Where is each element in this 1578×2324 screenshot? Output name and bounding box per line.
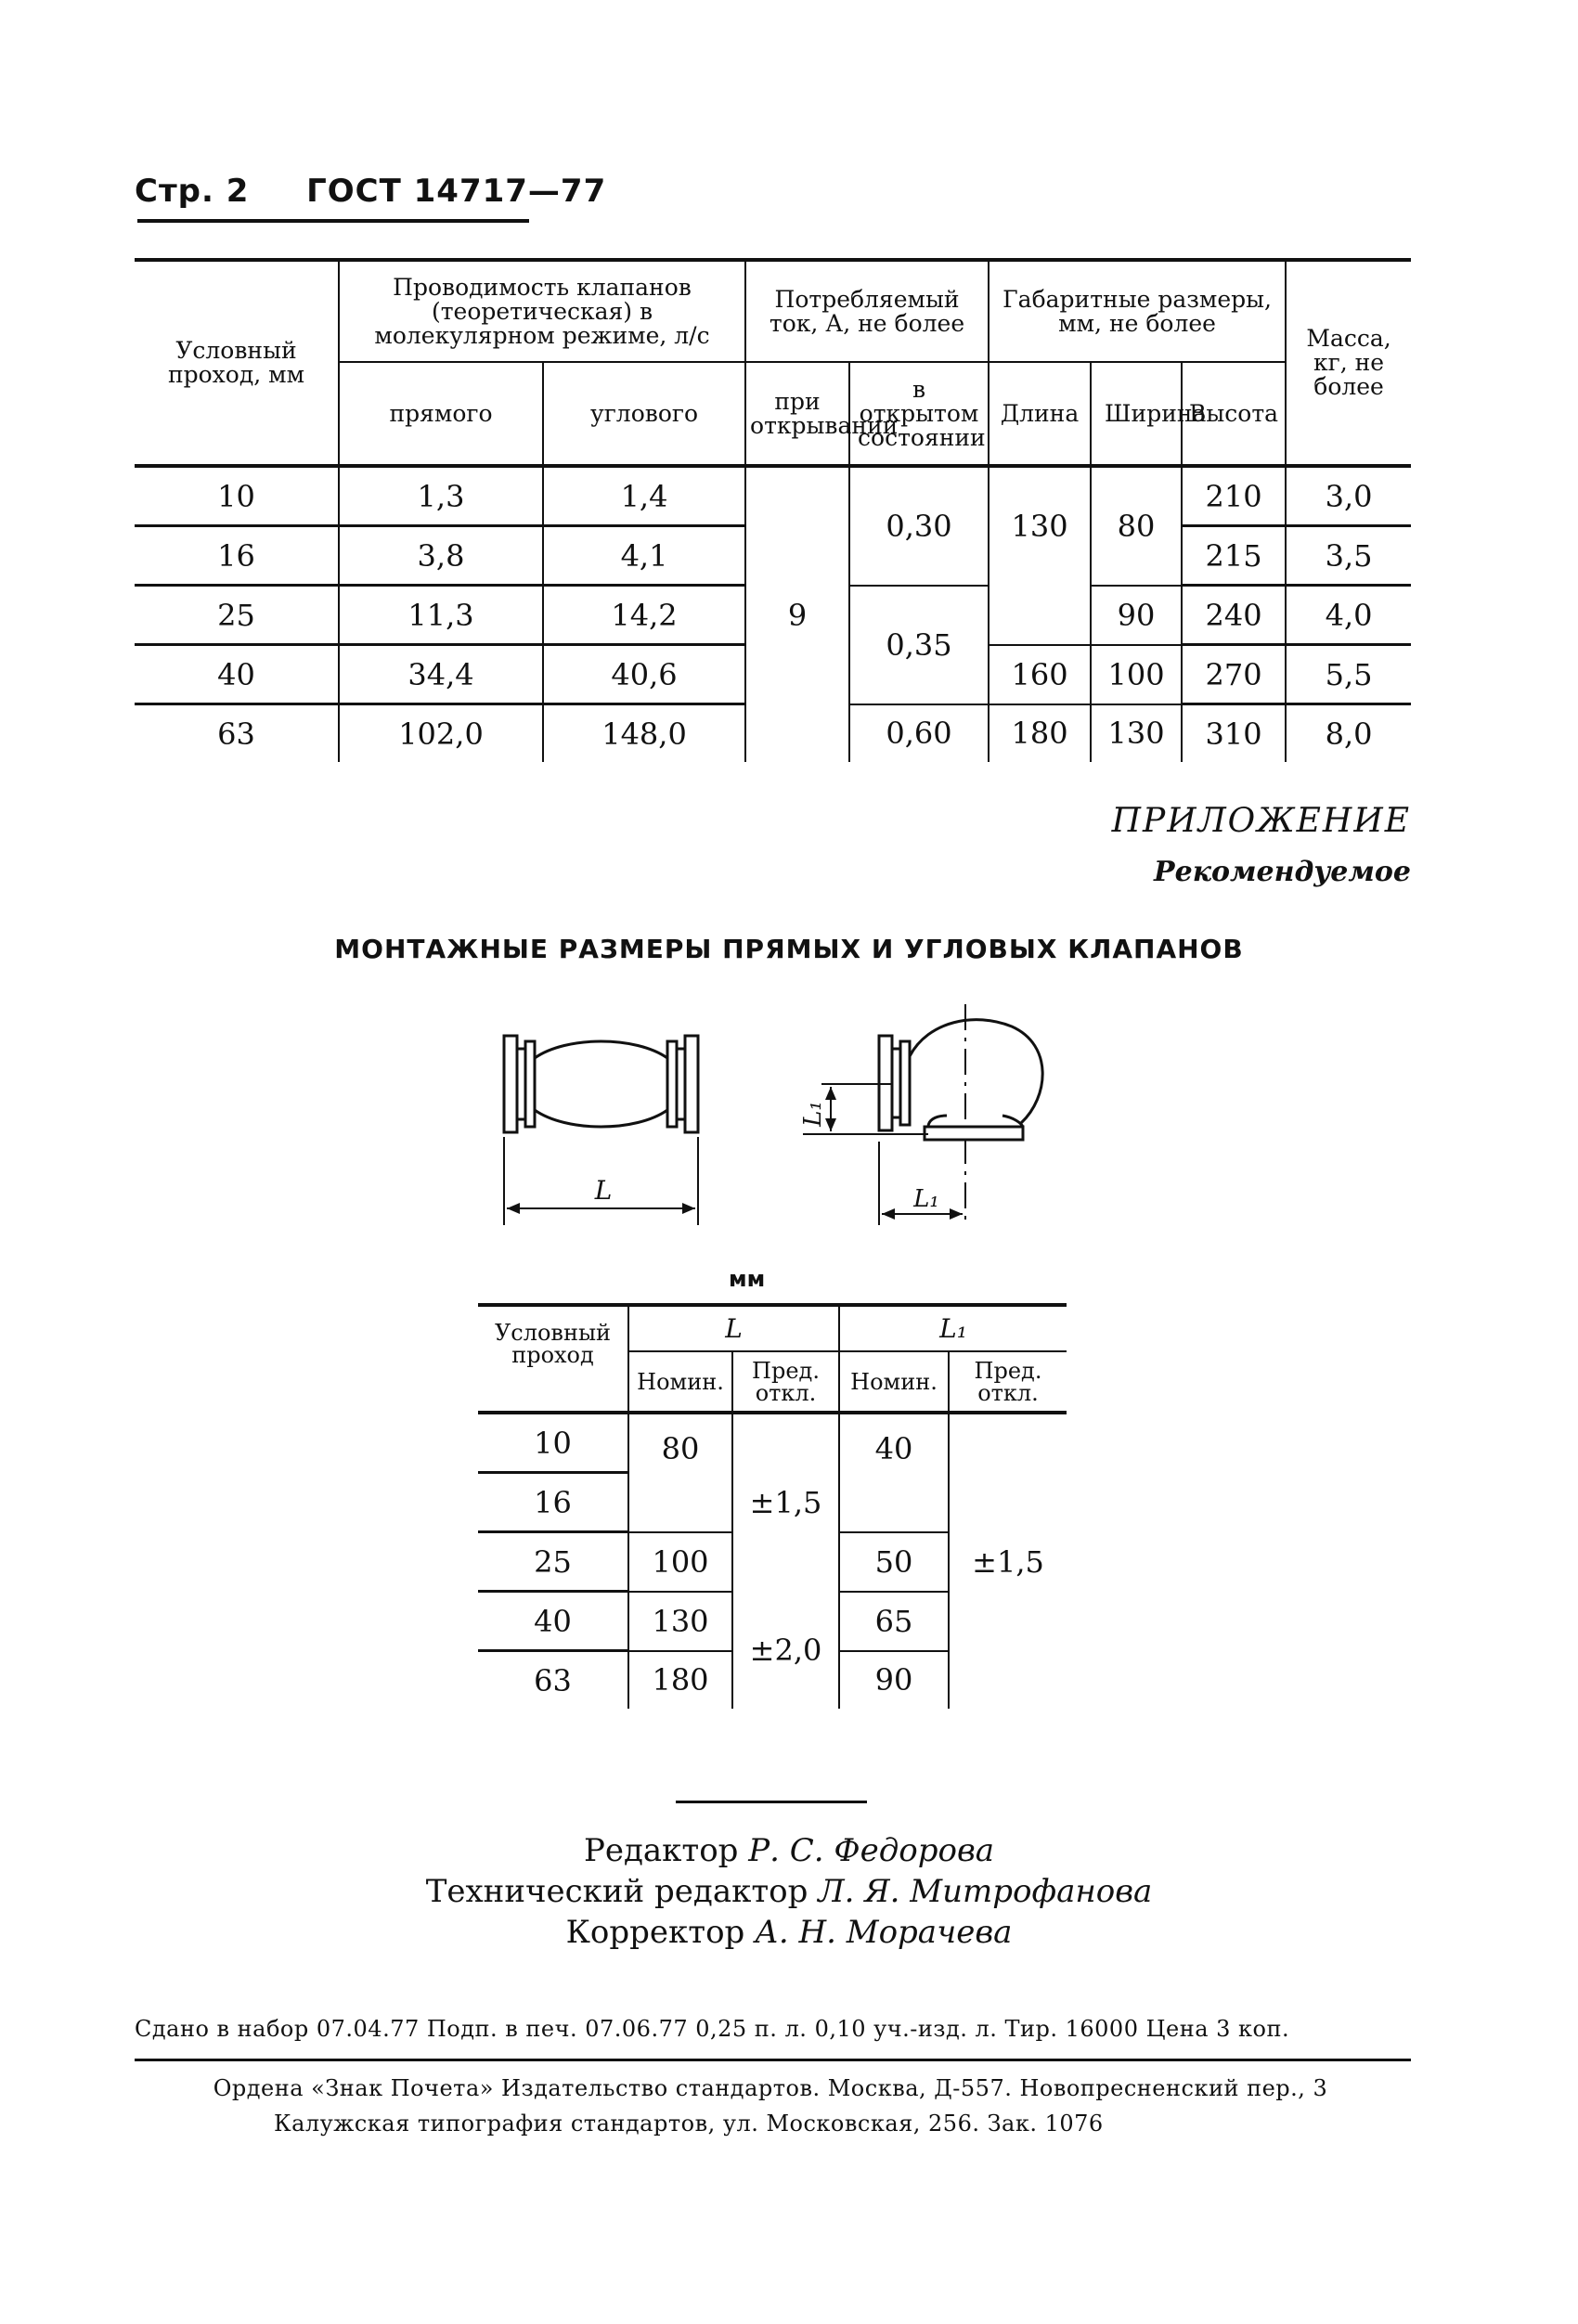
table-row <box>478 1413 1067 1473</box>
header-l-tolerance: Пред. откл. <box>732 1351 839 1413</box>
cell-mass: 4,0 <box>1286 586 1411 645</box>
cell-angle: 4,1 <box>543 526 745 586</box>
cell-l-tolerance: ±1,5 <box>732 1413 839 1592</box>
cell-mass: 3,0 <box>1286 466 1411 526</box>
imprint-line-3: Калужская типография стандартов, ул. Московская, 256. Зак. 1076 <box>274 2111 1104 2137</box>
header-l-nominal: Номин. <box>628 1351 732 1413</box>
unit-label: мм <box>729 1266 766 1292</box>
cell-width: 130 <box>1091 704 1182 763</box>
cell-bore: 10 <box>135 466 339 526</box>
cell-mass: 8,0 <box>1286 704 1411 763</box>
dimension-label-l1-vertical: L₁ <box>799 1101 827 1127</box>
credit-proofreader <box>0 1912 1578 1953</box>
valve-drawings <box>0 993 1578 1244</box>
cell-bore: 63 <box>534 1662 572 1698</box>
cell-open-current: 0,30 <box>849 466 989 586</box>
mounting-dimensions-table <box>478 1303 1067 1709</box>
table-row <box>135 466 1411 526</box>
cell-length: 130 <box>989 466 1091 586</box>
cell-current-opening: 9 <box>745 466 849 762</box>
header-nominal-bore: Условный проход, мм <box>167 337 305 388</box>
editor-role: Редактор <box>583 1832 739 1869</box>
cell-l1-nominal: 90 <box>839 1651 949 1710</box>
header-mass: Масса, кг, не более <box>1286 260 1411 466</box>
proofreader-role: Корректор <box>565 1914 745 1951</box>
cell-width: 100 <box>1091 645 1182 704</box>
cell-height: 210 <box>1182 466 1286 526</box>
cell-straight: 102,0 <box>339 704 543 763</box>
proofreader-name: А. Н. Морачева <box>755 1914 1013 1951</box>
cell-length-empty <box>989 586 1091 645</box>
header-dimensions: Габаритные размеры, мм, не более <box>989 260 1286 362</box>
cell-length: 180 <box>989 704 1091 763</box>
cell-l-nominal: 130 <box>628 1592 732 1651</box>
imprint-rule <box>135 2059 1411 2061</box>
cell-l1-tolerance: ±1,5 <box>949 1413 1067 1709</box>
header-l1-nominal: Номин. <box>839 1351 949 1413</box>
cell-bore: 16 <box>135 526 339 586</box>
cell-straight: 34,4 <box>339 645 543 704</box>
cell-open-current: 0,35 <box>849 586 989 704</box>
appendix-label: ПРИЛОЖЕНИЕ <box>1111 802 1411 840</box>
cell-bore: 25 <box>135 586 339 645</box>
cell-bore: 25 <box>478 1532 628 1592</box>
cell-height: 215 <box>1182 526 1286 586</box>
cell-height: 240 <box>1182 586 1286 645</box>
imprint-line-1: Сдано в набор 07.04.77 Подп. в печ. 07.06.77 0,25 п. л. 0,10 уч.-изд. л. Тир. 16000 Цена 3 коп. <box>135 2016 1290 2042</box>
header-length: Длина <box>989 362 1091 466</box>
header-height: Высота <box>1182 362 1286 466</box>
dimension-label-l1-horizontal: L₁ <box>913 1185 939 1213</box>
cell-height: 310 <box>1182 704 1286 763</box>
cell-height: 270 <box>1182 645 1286 704</box>
header-width: Ширина <box>1091 362 1182 466</box>
cell-straight: 1,3 <box>339 466 543 526</box>
appendix-status: Рекомендуемое <box>1154 856 1411 888</box>
specifications-table <box>135 258 1411 762</box>
cell-l-tolerance: ±2,0 <box>732 1592 839 1710</box>
header-l1: L₁ <box>839 1305 1067 1351</box>
cell-angle: 148,0 <box>543 704 745 763</box>
credit-editor <box>0 1830 1578 1871</box>
cell-l-nominal: 180 <box>628 1651 732 1710</box>
standard-number: ГОСТ 14717—77 <box>306 173 607 210</box>
cell-l1-nominal: 50 <box>839 1532 949 1592</box>
page-header <box>135 173 606 210</box>
cell-width: 90 <box>1091 586 1182 645</box>
appendix-title: МОНТАЖНЫЕ РАЗМЕРЫ ПРЯМЫХ И УГЛОВЫХ КЛАПАНОВ <box>334 934 1244 964</box>
credits-rule <box>676 1801 867 1803</box>
header-bore: Условный проход <box>494 1320 612 1368</box>
header-l: L <box>628 1305 839 1351</box>
header-l1-tolerance: Пред. откл. <box>949 1351 1067 1413</box>
header-conductance: Проводимость клапанов (теоретическая) в молекулярном режиме, л/с <box>339 260 745 362</box>
cell-straight: 3,8 <box>339 526 543 586</box>
cell-open-current: 0,60 <box>849 704 989 763</box>
cell-bore: 40 <box>478 1592 628 1651</box>
editor-name: Р. С. Федорова <box>748 1832 995 1869</box>
header-straight: прямого <box>339 362 543 466</box>
cell-l-nominal: 100 <box>628 1532 732 1592</box>
cell-mass: 3,5 <box>1286 526 1411 586</box>
cell-angle: 40,6 <box>543 645 745 704</box>
header-current-open: в открытом состоянии <box>849 362 989 466</box>
cell-bore: 16 <box>478 1473 628 1532</box>
cell-length: 160 <box>989 645 1091 704</box>
cell-l1-nominal: 65 <box>839 1592 949 1651</box>
cell-angle: 14,2 <box>543 586 745 645</box>
cell-l1-nominal: 40 <box>839 1413 949 1532</box>
credit-tech-editor <box>0 1871 1578 1912</box>
header-rule <box>137 219 529 223</box>
cell-bore: 10 <box>478 1413 628 1473</box>
tech-editor-name: Л. Я. Митрофанова <box>818 1873 1153 1910</box>
cell-bore: 63 <box>217 716 255 752</box>
header-current-opening: при открывании <box>745 362 849 466</box>
cell-straight: 11,3 <box>339 586 543 645</box>
header-angle: углового <box>543 362 745 466</box>
dimension-label-l: L <box>594 1175 613 1206</box>
header-current: Потребляемый ток, А, не более <box>745 260 989 362</box>
imprint-line-2: Ордена «Знак Почета» Издательство стандартов. Москва, Д-557. Новопресненский пер., 3 <box>213 2075 1328 2101</box>
cell-angle: 1,4 <box>543 466 745 526</box>
cell-l-nominal: 80 <box>628 1413 732 1532</box>
cell-width: 80 <box>1091 466 1182 586</box>
tech-editor-role: Технический редактор <box>425 1873 808 1910</box>
page-number: Стр. 2 <box>135 173 250 210</box>
cell-mass: 5,5 <box>1286 645 1411 704</box>
credits <box>0 1830 1578 1953</box>
cell-bore: 40 <box>135 645 339 704</box>
